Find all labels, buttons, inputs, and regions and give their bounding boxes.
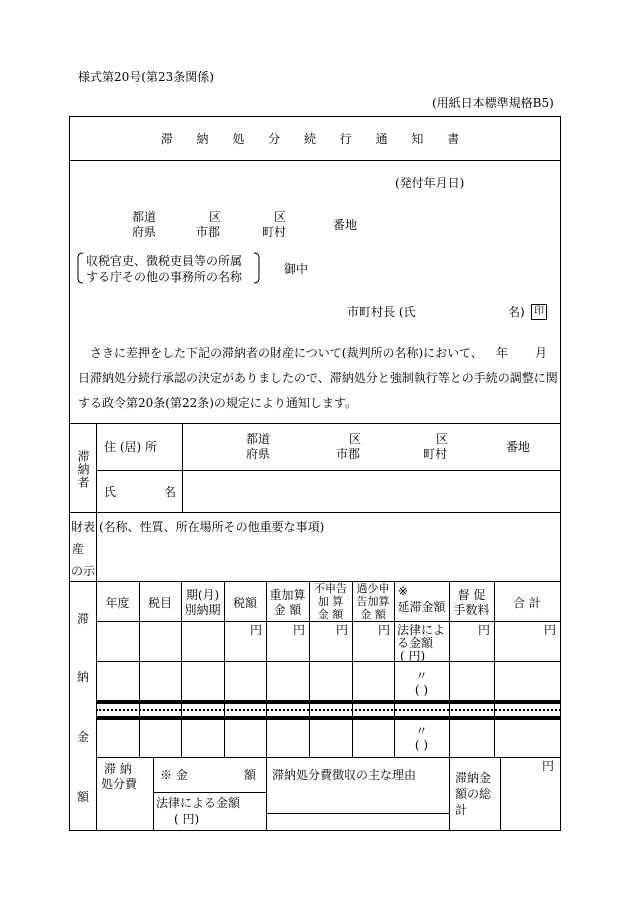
document-title: 滞 納 処 分 続 行 通 知 書 [160,132,470,146]
honorific: 御中 [284,262,309,276]
form-number: 様式第20号(第23条関係) [78,70,214,84]
property-side-label-top: 財表 [71,520,96,534]
seal-stamp: 印 [531,304,547,320]
sender-name-end: 名) [508,305,525,319]
issue-date: (発付年月日) [395,176,465,190]
amount-side-label-4: 額 [77,790,90,804]
address-label: 住 (居) 所 [104,440,157,454]
name-label-start: 氏 [104,485,117,499]
paper-size: (用紙日本標準規格B5) [432,96,554,110]
sender-label: 市町村長 (氏 [347,305,416,319]
amount-side-label-2: 納 [77,670,90,684]
delinquent-side-label: 滞納者 [76,450,90,489]
property-side-label-bot: の示 [71,564,96,578]
property-note: (名称、性質、所在場所その他重要な事項) [99,520,325,534]
left-bracket-icon [76,252,84,284]
property-side-label-mid: 産 [72,542,85,556]
name-label-end: 名 [164,485,177,499]
amount-side-label-3: 金 [77,730,90,744]
amount-side-label-1: 滞 [77,612,90,626]
right-bracket-icon [253,252,261,284]
